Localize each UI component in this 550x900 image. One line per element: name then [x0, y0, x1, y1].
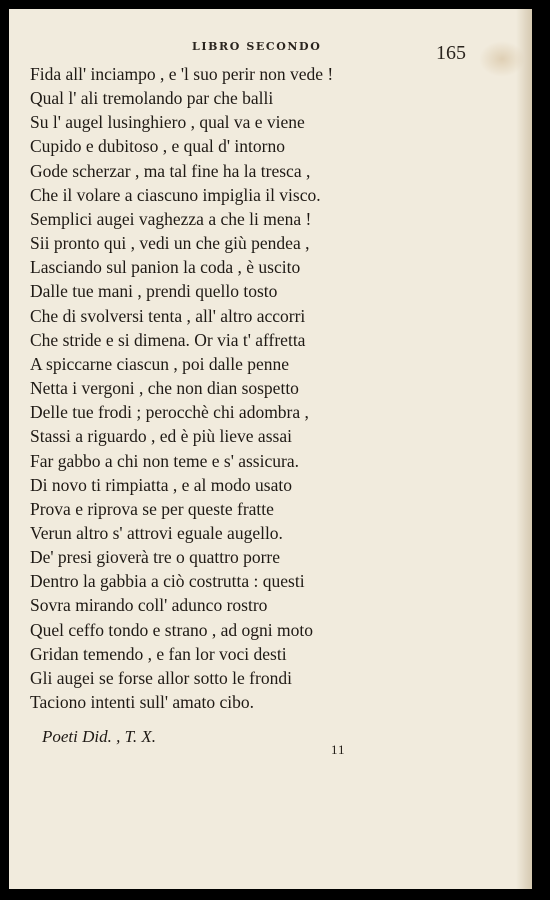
verse-line: Su l' augel lusinghiero , qual va e viene [30, 112, 305, 133]
verse-line: De' presi gioverà tre o quattro porre [30, 547, 280, 568]
verse-line: Gli augei se forse allor sotto le frondi [30, 667, 292, 688]
verse-line: Dalle tue mani , prendi quello tosto [30, 281, 278, 302]
verse-line: Che di svolversi tenta , all' altro accorri [30, 305, 306, 326]
verse-line: Taciono intenti sull' amato cibo. [30, 692, 255, 713]
verse-line: Che il volare a ciascuno impiglia il visco. [30, 184, 321, 205]
verse-line: Stassi a riguardo , ed è più lieve assai [30, 426, 292, 447]
verse-line: Gode scherzar , ma tal fine ha la tresca , [30, 160, 311, 181]
verse-line: Gridan temendo , e fan lor voci desti [30, 643, 287, 664]
verse-text [30, 62, 333, 714]
verse-line: Qual l' ali tremolando par che balli [30, 88, 274, 109]
paper-stain [479, 41, 525, 77]
verse-line: Far gabbo a chi non teme e s' assicura. [30, 450, 299, 471]
verse-line: Fida all' inciampo , e 'l suo perir non vede ! [30, 64, 334, 84]
verse-line: Verun altro s' attrovi eguale augello. [30, 522, 283, 543]
printer-signature: Poeti Did. , T. X. [42, 727, 156, 746]
verse-line: Netta i vergoni , che non dian sospetto [30, 378, 299, 399]
verse-line: Semplici augei vaghezza a che li mena ! [30, 208, 312, 229]
verse-line: Prova e riprova se per queste fratte [30, 498, 274, 519]
page-edge-shadow [516, 9, 532, 889]
verse-line: Dentro la gabbia a ciò costrutta : questi [30, 571, 305, 592]
verse-line: Che stride e si dimena. Or via t' affretta [30, 329, 306, 350]
verse-line: Lasciando sul panion la coda , è uscito [30, 257, 301, 278]
verse-line: Delle tue frodi ; perocchè chi adombra , [30, 402, 309, 423]
verse-line: Sii pronto qui , vedi un che giù pendea , [30, 233, 310, 254]
book-page [9, 9, 532, 889]
verse-line: A spiccarne ciascun , poi dalle penne [30, 353, 289, 374]
verse-line: Cupido e dubitoso , e qual d' intorno [30, 136, 285, 157]
verse-line: Di novo ti rimpiatta , e al modo usato [30, 474, 292, 495]
verse-line: Quel ceffo tondo e strano , ad ogni moto [30, 619, 314, 640]
signature-mark: 11 [331, 742, 346, 757]
running-head: LIBRO SECONDO [192, 40, 322, 53]
verse-line: Sovra mirando coll' adunco rostro [30, 595, 268, 616]
page-number: 165 [436, 42, 466, 64]
